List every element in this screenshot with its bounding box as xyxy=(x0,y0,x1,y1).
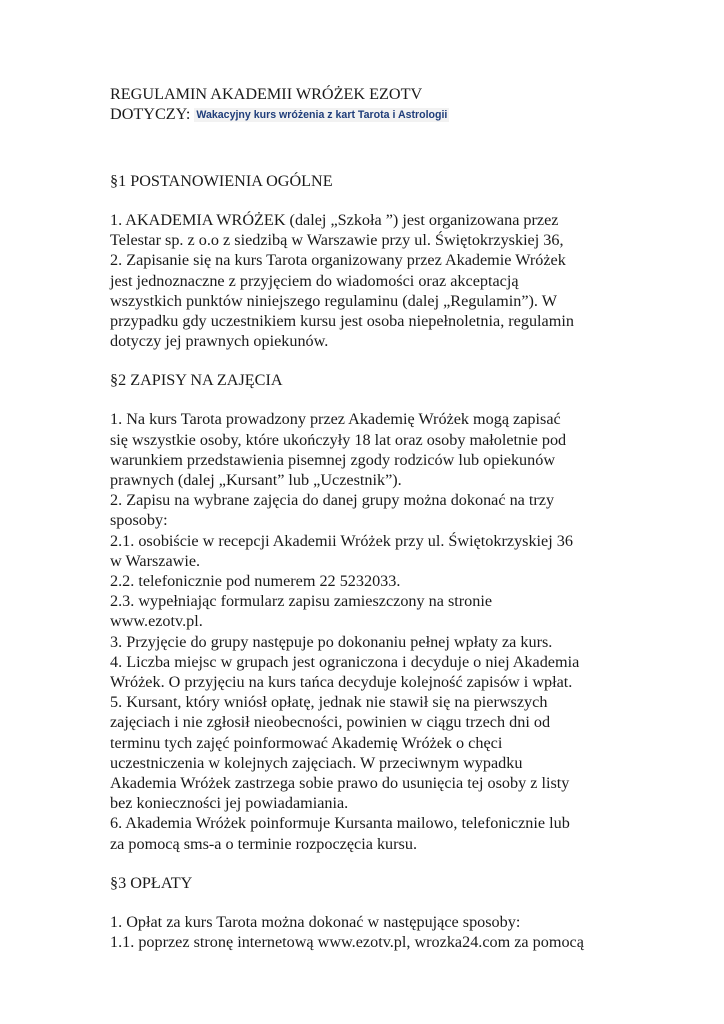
text-line: 5. Kursant, który wniósł opłatę, jednak nie stawił się na pierwszych xyxy=(110,693,548,712)
text-line: jest jednoznaczne z przyjęciem do wiadomości oraz akceptacją xyxy=(110,271,519,290)
course-subject: Wakacyjny kurs wróżenia z kart Tarota i Astrologii xyxy=(196,109,448,121)
text-line: w Warszawie. xyxy=(110,551,201,570)
document-page xyxy=(110,84,610,952)
text-line: 2. Zapisu na wybrane zajęcia do danej grupy można dokonać na trzy xyxy=(110,491,555,510)
text-line: 2.2. telefonicznie pod numerem 22 5232033. xyxy=(110,572,401,591)
text-line: 3. Przyjęcie do grupy następuje po dokonaniu pełnej wpłaty za kurs. xyxy=(110,632,553,651)
sections-container xyxy=(110,125,610,952)
text-line: sposoby: xyxy=(110,511,168,530)
text-line: warunkiem przedstawienia pisemnej zgody rodziców lub opiekunów xyxy=(110,450,556,469)
text-line: 2. Zapisanie się na kurs Tarota organizowany przez Akademie Wróżek xyxy=(110,251,566,270)
text-line: Wróżek. O przyjęciu na kurs tańca decyduje kolejność zapisów i wpłat. xyxy=(110,673,573,692)
text-line: 2.1. osobiście w recepcji Akademii Wróżek przy ul. Świętokrzyskiej 36 xyxy=(110,531,573,550)
text-line: terminu tych zajęć poinformować Akademię Wróżek o chęci xyxy=(110,733,503,752)
text-line: uczestniczenia w kolejnych zajęciach. W przeciwnym wypadku xyxy=(110,753,523,772)
text-line: 4. Liczba miejsc w grupach jest ograniczona i decyduje o niej Akademia xyxy=(110,652,580,671)
text-line: Telestar sp. z o.o z siedzibą w Warszawie przy ul. Świętokrzyskiej 36, xyxy=(110,231,564,250)
dotyczy-label: DOTYCZY: xyxy=(110,105,191,123)
text-line: www.ezotv.pl. xyxy=(110,612,203,631)
section-body xyxy=(110,409,610,853)
text-line: 2.3. wypełniając formularz zapisu zamieszczony na stronie xyxy=(110,592,493,611)
text-line: 1.1. poprzez stronę internetową www.ezotv.pl, wrozka24.com za pomocą xyxy=(110,933,584,952)
text-line: wszystkich punktów niniejszego regulaminu (dalej „Regulamin”). W xyxy=(110,291,557,310)
text-line: bez konieczności jej powiadamiania. xyxy=(110,794,349,813)
text-line: 1. AKADEMIA WRÓŻEK (dalej „Szkoła ”) jest organizowana przez xyxy=(110,211,559,229)
text-line: 6. Akademia Wróżek poinformuje Kursanta mailowo, telefonicznie lub xyxy=(110,814,570,833)
text-line: dotyczy jej prawnych opiekunów. xyxy=(110,332,329,351)
section-body xyxy=(110,210,610,351)
section-heading: §1 POSTANOWIENIA OGÓLNE xyxy=(110,172,333,190)
text-line: za pomocą sms-a o terminie rozpoczęcia kursu. xyxy=(110,834,417,853)
text-line: zajęciach i nie zgłosił nieobecności, powinien w ciągu trzech dni od xyxy=(110,713,551,732)
text-line: prawnych (dalej „Kursant” lub „Uczestnik”). xyxy=(110,471,402,490)
document-title: REGULAMIN AKADEMII WRÓŻEK EZOTV xyxy=(110,85,423,103)
section-body xyxy=(110,912,610,952)
text-line: 1. Na kurs Tarota prowadzony przez Akademię Wróżek mogą zapisać xyxy=(110,410,561,429)
text-line: 1. Opłat za kurs Tarota można dokonać w następujące sposoby: xyxy=(110,912,521,931)
section-heading: §3 OPŁATY xyxy=(110,873,193,892)
dotyczy-line xyxy=(110,104,610,125)
section-heading: §2 ZAPISY NA ZAJĘCIA xyxy=(110,371,283,390)
text-line: przypadku gdy uczestnikiem kursu jest osoba niepełnoletnia, regulamin xyxy=(110,312,574,331)
text-line: się wszystkie osoby, które ukończyły 18 lat oraz osoby małoletnie pod xyxy=(110,430,567,449)
text-line: Akademia Wróżek zastrzega sobie prawo do usunięcia tej osoby z listy xyxy=(110,774,570,793)
